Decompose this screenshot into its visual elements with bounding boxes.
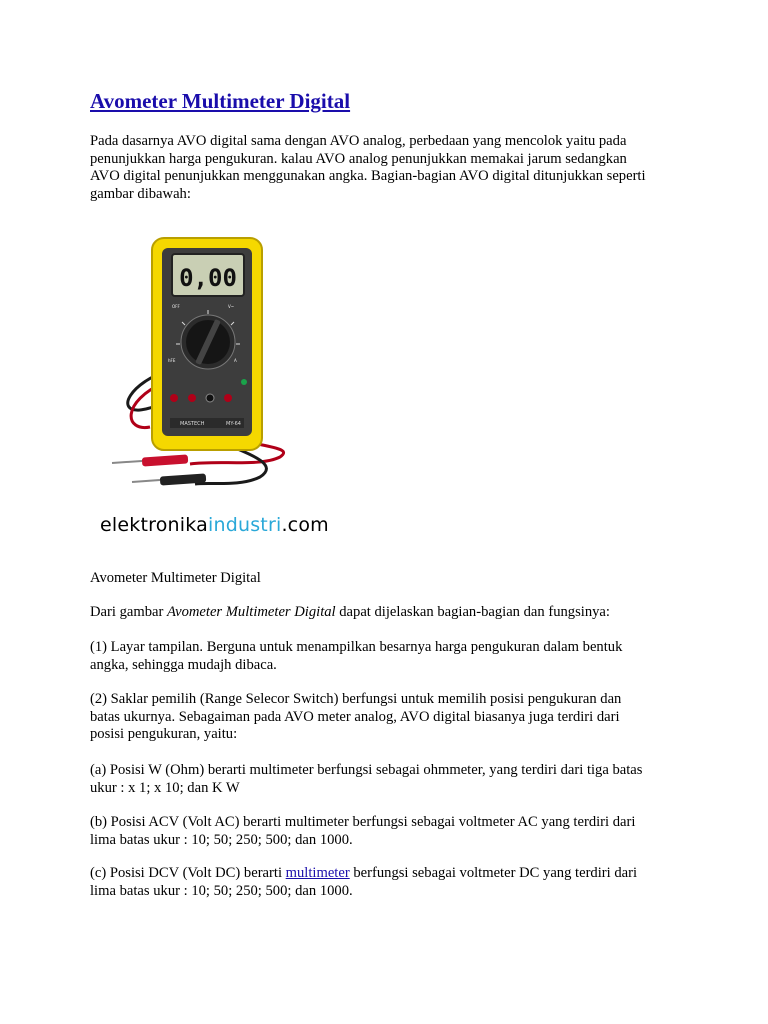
item-line: (2) Saklar pemilih (Range Selecor Switch) berfungsi untuk memilih posisi pengukuran dan [90,691,622,707]
item-2 [90,691,680,744]
item-line: angka, sehingga mudajh dibaca. [90,656,277,673]
multimeter-link[interactable]: multimeter [285,865,350,881]
item-b [90,814,680,849]
svg-text:OFF: OFF [172,304,180,309]
intro-line: gambar dibawah: [90,185,191,202]
explain-text: Dari gambar [90,604,167,620]
brand-part: elektronika [100,514,208,536]
brand-part: .com [281,514,329,536]
lcd-reading: 0,00 [179,264,237,292]
item-line: batas ukurnya. Sebagaiman pada AVO meter analog, AVO digital biasanya juga terdiri dari [90,708,620,725]
item-line: lima batas ukur : 10; 50; 250; 500; dan 1000. [90,882,353,899]
item-text: berfungsi sebagai voltmeter DC yang terdiri dari [349,865,638,881]
brand-label: MASTECH [180,421,205,427]
item-line: (b) Posisi ACV (Volt AC) berarti multimeter berfungsi sebagai voltmeter AC yang terdiri dari [90,814,636,830]
item-line: lima batas ukur : 10; 50; 250; 500; dan 1000. [90,831,353,848]
figure-caption: Avometer Multimeter Digital [90,570,261,586]
svg-text:hFE: hFE [168,358,176,363]
intro-paragraph [90,133,680,203]
item-1 [90,639,680,674]
item-a [90,762,680,797]
item-line: ukur : x 1; x 10; dan K W [90,779,240,796]
explain-emphasis: Avometer Multimeter Digital [167,604,336,620]
intro-line: penunjukkan harga pengukuran. kalau AVO analog penunjukkan memakai jarum sedangkan [90,150,627,167]
multimeter-image [110,232,370,502]
brand-caption [100,514,329,536]
model-label: MY-64 [226,421,241,427]
item-line: (a) Posisi W (Ohm) berarti multimeter berfungsi sebagai ohmmeter, yang terdiri dari tiga batas [90,762,643,778]
item-text: (c) Posisi DCV (Volt DC) berarti [90,865,286,881]
svg-text:V~: V~ [228,304,235,309]
explain-paragraph [90,604,680,622]
intro-line: AVO digital penunjukkan menggunakan angka. Bagian-bagian AVO digital ditunjukkan seperti [90,168,646,184]
item-c [90,865,680,900]
page-title[interactable]: Avometer Multimeter Digital [90,89,351,113]
red-probe [112,454,188,466]
explain-text: dapat dijelaskan bagian-bagian dan fungsinya: [335,604,610,620]
intro-line: Pada dasarnya AVO digital sama dengan AVO analog, perbedaan yang mencolok yaitu pada [90,133,627,149]
item-line: (1) Layar tampilan. Berguna untuk menampilkan besarnya harga pengukuran dalam bentuk [90,639,623,655]
brand-part-colored: industri [207,514,282,536]
svg-text:A: A [234,358,237,363]
item-line: posisi pengukuran, yaitu: [90,726,238,742]
